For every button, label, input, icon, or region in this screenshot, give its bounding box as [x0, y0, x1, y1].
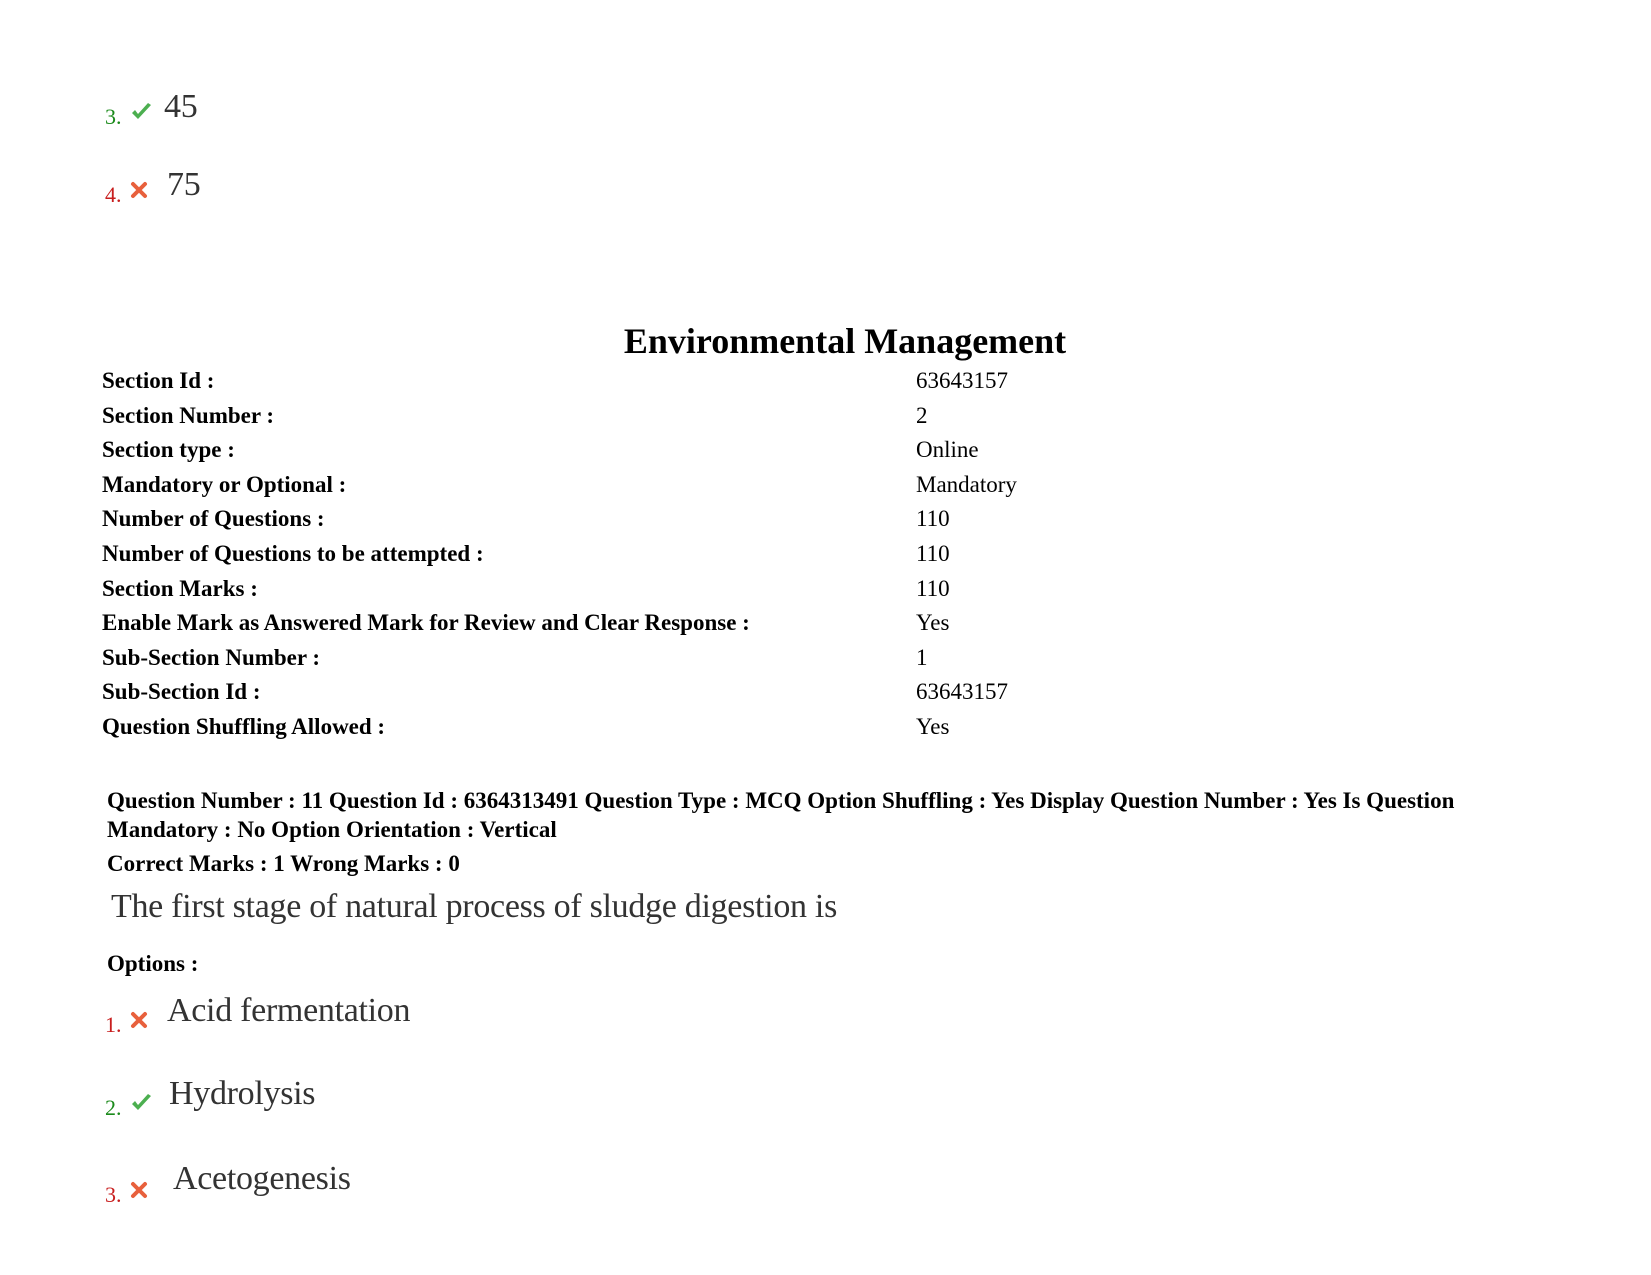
info-value: 63643157 — [916, 679, 1008, 705]
info-value: 110 — [916, 506, 950, 532]
option-text: 45 — [164, 88, 198, 125]
option-number: 3. — [105, 104, 122, 129]
options-label: Options : — [107, 951, 199, 976]
info-label: Enable Mark as Answered Mark for Review and Clear Response : — [102, 610, 750, 636]
info-label: Number of Questions : — [102, 506, 325, 532]
section-title: Environmental Management — [623, 321, 1067, 361]
info-label: Section type : — [102, 437, 235, 463]
info-label: Sub-Section Id : — [102, 679, 261, 705]
info-value: 63643157 — [916, 368, 1008, 393]
option-text: Hydrolysis — [169, 1075, 316, 1112]
question-meta: Question Number : 11 Question Id : 6364313491 Question Type : MCQ Option Shuffling : Yes Display Question Number : Yes Is Question Mandatory : No Option Orientation : Vertical — [107, 788, 1455, 842]
info-label: Section Number : — [102, 402, 275, 428]
info-value: Yes — [916, 610, 950, 636]
option-text: Acetogenesis — [173, 1160, 351, 1197]
info-value: 2 — [916, 402, 928, 428]
info-label: Question Shuffling Allowed : — [102, 713, 386, 739]
cross-icon — [129, 180, 149, 200]
option-number: 2. — [105, 1095, 122, 1120]
check-icon — [129, 1091, 153, 1115]
option-number: 4. — [105, 182, 122, 207]
check-icon — [129, 100, 153, 124]
info-value: Yes — [916, 713, 950, 739]
info-value: Mandatory — [916, 471, 1017, 497]
info-value: Online — [916, 437, 979, 463]
info-label: Mandatory or Optional : — [102, 471, 347, 497]
info-label: Section Marks : — [102, 575, 258, 601]
info-label: Number of Questions to be attempted : — [102, 540, 484, 566]
option-number: 3. — [105, 1182, 122, 1207]
info-label: Sub-Section Number : — [102, 644, 321, 670]
info-label: Section Id : — [102, 368, 215, 393]
question-text: The first stage of natural process of sludge digestion is — [111, 888, 838, 925]
marks-line: Correct Marks : 1 Wrong Marks : 0 — [107, 851, 460, 876]
info-value: 1 — [916, 644, 928, 670]
cross-icon — [129, 1180, 149, 1200]
option-text: Acid fermentation — [167, 992, 411, 1029]
info-value: 110 — [916, 540, 950, 566]
option-text: 75 — [167, 166, 201, 203]
info-value: 110 — [916, 575, 950, 601]
option-number: 1. — [105, 1012, 122, 1037]
cross-icon — [129, 1010, 149, 1030]
